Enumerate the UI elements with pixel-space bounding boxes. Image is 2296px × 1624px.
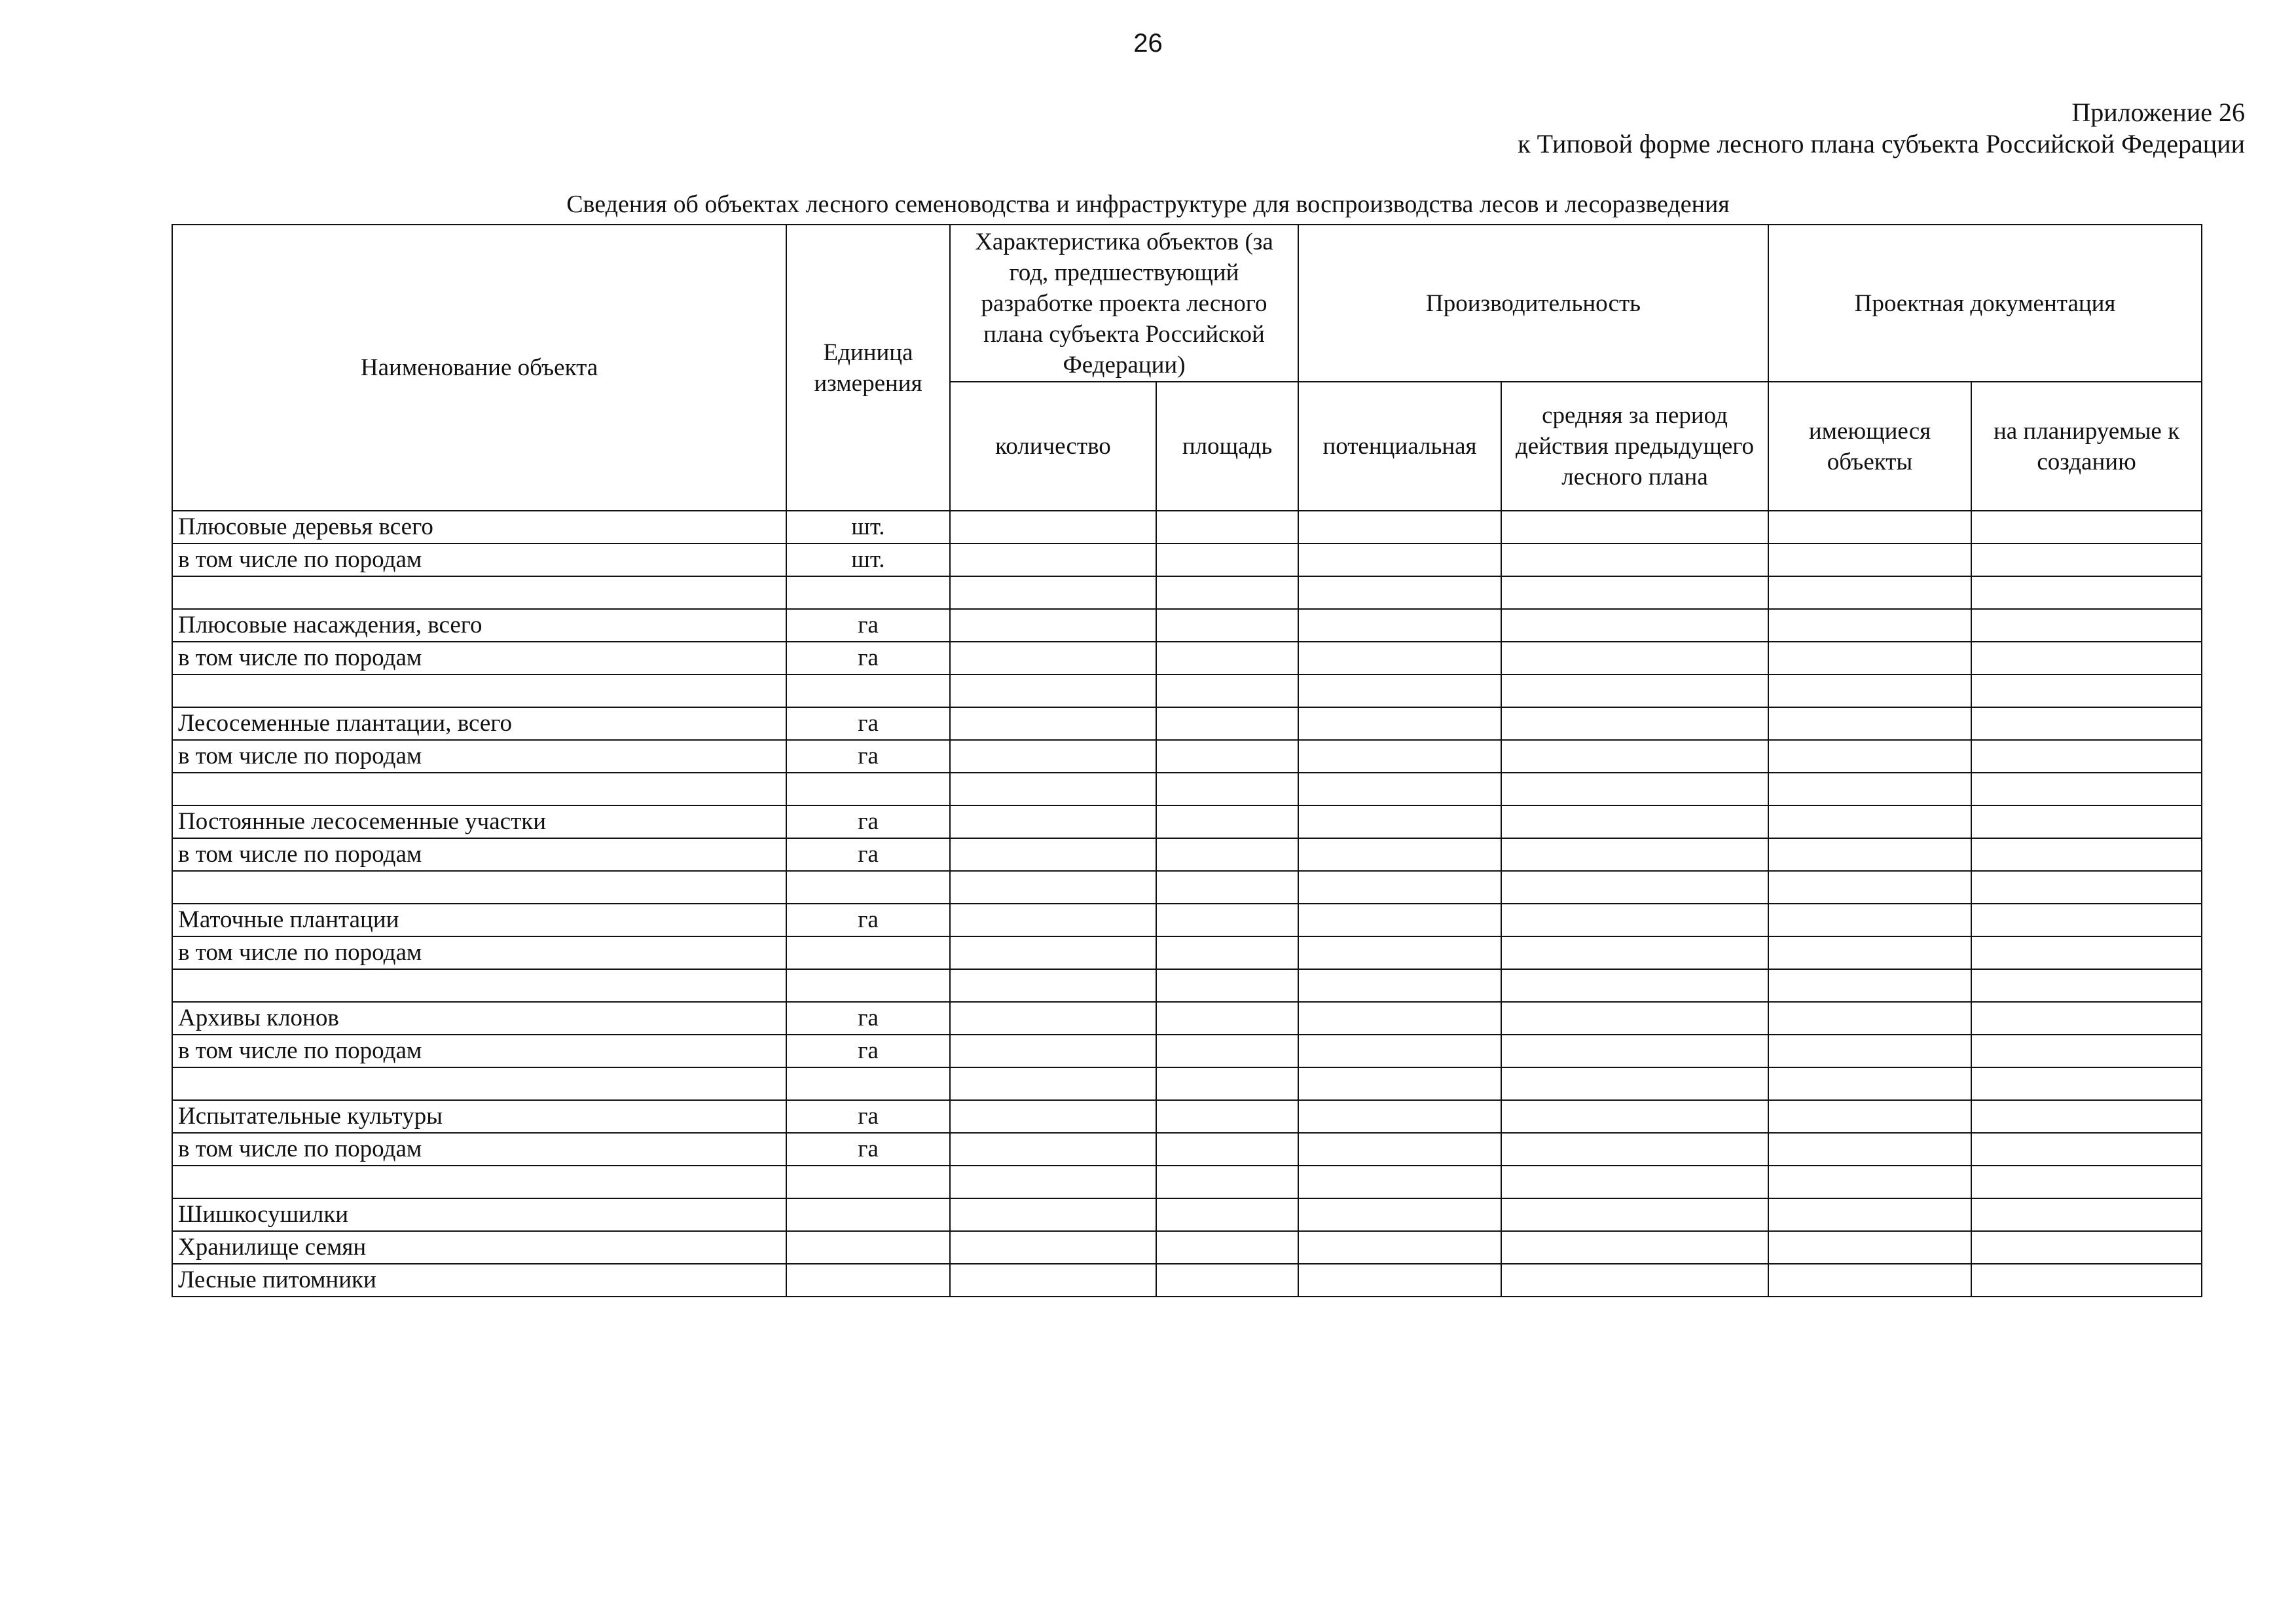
empty-cell: [1768, 1231, 1971, 1264]
empty-cell: [1971, 511, 2202, 544]
table-row: [172, 1166, 2202, 1198]
empty-cell: [1501, 838, 1768, 871]
row-unit: га: [786, 1035, 950, 1067]
header-design-docs: Проектная документация: [1768, 225, 2202, 382]
table-row: [172, 544, 2202, 576]
empty-cell: [1971, 1100, 2202, 1133]
empty-cell: [1156, 707, 1298, 740]
row-object-name: в том числе по породам: [172, 1035, 786, 1067]
empty-cell: [1971, 544, 2202, 576]
empty-cell: [1298, 904, 1501, 936]
empty-cell: [1156, 1100, 1298, 1133]
row-object-name: Постоянные лесосеменные участки: [172, 805, 786, 838]
row-unit: га: [786, 740, 950, 773]
row-unit: шт.: [786, 544, 950, 576]
empty-cell: [1156, 576, 1298, 609]
empty-cell: [1971, 609, 2202, 642]
empty-cell: [1156, 969, 1298, 1002]
empty-cell: [1768, 740, 1971, 773]
empty-cell: [1501, 805, 1768, 838]
empty-cell: [1971, 1231, 2202, 1264]
forest-seed-objects-table: [172, 224, 2202, 1297]
empty-cell: [950, 674, 1156, 707]
empty-cell: [1971, 871, 2202, 904]
header-area: площадь: [1156, 382, 1298, 511]
row-unit: га: [786, 805, 950, 838]
appendix-line-1: Приложение 26: [2071, 98, 2245, 127]
empty-cell: [950, 511, 1156, 544]
empty-cell: [1768, 1002, 1971, 1035]
table-row: [172, 642, 2202, 674]
empty-cell: [1156, 1231, 1298, 1264]
row-unit: [786, 773, 950, 805]
empty-cell: [1298, 576, 1501, 609]
empty-cell: [1768, 544, 1971, 576]
row-object-name: в том числе по породам: [172, 936, 786, 969]
row-unit: шт.: [786, 511, 950, 544]
empty-cell: [1156, 838, 1298, 871]
empty-cell: [1768, 1264, 1971, 1297]
empty-cell: [1501, 1100, 1768, 1133]
empty-cell: [1156, 1198, 1298, 1231]
empty-cell: [1298, 1100, 1501, 1133]
empty-cell: [950, 1067, 1156, 1100]
appendix-note: [1518, 97, 2245, 160]
row-object-name: Лесосеменные плантации, всего: [172, 707, 786, 740]
row-object-name: в том числе по породам: [172, 544, 786, 576]
empty-cell: [1298, 1166, 1501, 1198]
table-row: [172, 1198, 2202, 1231]
empty-cell: [1768, 773, 1971, 805]
empty-cell: [1971, 1264, 2202, 1297]
empty-cell: [950, 969, 1156, 1002]
empty-cell: [1768, 576, 1971, 609]
empty-cell: [950, 1166, 1156, 1198]
table-row: [172, 838, 2202, 871]
empty-cell: [950, 1198, 1156, 1231]
row-object-name: в том числе по породам: [172, 740, 786, 773]
header-object-name: Наименование объекта: [172, 225, 786, 511]
empty-cell: [1156, 674, 1298, 707]
empty-cell: [1971, 969, 2202, 1002]
empty-cell: [1156, 805, 1298, 838]
empty-cell: [1156, 936, 1298, 969]
empty-cell: [1768, 642, 1971, 674]
header-characteristics: Характеристика объектов (за год, предшествующий разработке проекта лесного плана субъекта Российской Федерации): [950, 225, 1298, 382]
empty-cell: [950, 1035, 1156, 1067]
row-unit: [786, 674, 950, 707]
empty-cell: [1501, 707, 1768, 740]
table-row: [172, 1067, 2202, 1100]
header-existing: имеющиеся объекты: [1768, 382, 1971, 511]
empty-cell: [1156, 773, 1298, 805]
header-planned: на планируемые к созданию: [1971, 382, 2202, 511]
table-row: [172, 511, 2202, 544]
empty-cell: [1501, 773, 1768, 805]
empty-cell: [950, 904, 1156, 936]
table-row: [172, 904, 2202, 936]
empty-cell: [1298, 707, 1501, 740]
empty-cell: [1501, 871, 1768, 904]
row-unit: га: [786, 642, 950, 674]
row-object-name: [172, 773, 786, 805]
empty-cell: [1501, 936, 1768, 969]
empty-cell: [950, 936, 1156, 969]
row-unit: [786, 576, 950, 609]
empty-cell: [1298, 805, 1501, 838]
empty-cell: [1768, 674, 1971, 707]
empty-cell: [1298, 1035, 1501, 1067]
row-object-name: Лесные питомники: [172, 1264, 786, 1297]
empty-cell: [1501, 576, 1768, 609]
empty-cell: [1768, 1133, 1971, 1166]
empty-cell: [950, 838, 1156, 871]
empty-cell: [1501, 1264, 1768, 1297]
row-unit: га: [786, 1133, 950, 1166]
empty-cell: [1971, 1002, 2202, 1035]
empty-cell: [1298, 1067, 1501, 1100]
empty-cell: [1768, 1198, 1971, 1231]
empty-cell: [1768, 871, 1971, 904]
empty-cell: [1156, 511, 1298, 544]
table-row: [172, 1133, 2202, 1166]
empty-cell: [1768, 1067, 1971, 1100]
table-row: [172, 674, 2202, 707]
empty-cell: [1768, 969, 1971, 1002]
empty-cell: [1768, 904, 1971, 936]
empty-cell: [1768, 805, 1971, 838]
empty-cell: [1298, 674, 1501, 707]
table-row: [172, 773, 2202, 805]
empty-cell: [1501, 511, 1768, 544]
empty-cell: [1298, 511, 1501, 544]
empty-cell: [950, 544, 1156, 576]
empty-cell: [950, 1231, 1156, 1264]
header-potential: потенциальная: [1298, 382, 1501, 511]
row-object-name: в том числе по породам: [172, 1133, 786, 1166]
table-row: [172, 1100, 2202, 1133]
row-unit: [786, 1067, 950, 1100]
table-row: [172, 871, 2202, 904]
empty-cell: [1501, 609, 1768, 642]
empty-cell: [1971, 1067, 2202, 1100]
empty-cell: [1768, 838, 1971, 871]
empty-cell: [1971, 838, 2202, 871]
table-row: [172, 1264, 2202, 1297]
row-object-name: Хранилище семян: [172, 1231, 786, 1264]
empty-cell: [1156, 544, 1298, 576]
empty-cell: [1501, 1067, 1768, 1100]
empty-cell: [1298, 871, 1501, 904]
empty-cell: [1298, 1264, 1501, 1297]
empty-cell: [1768, 936, 1971, 969]
empty-cell: [1768, 707, 1971, 740]
row-object-name: Маточные плантации: [172, 904, 786, 936]
row-object-name: Плюсовые насаждения, всего: [172, 609, 786, 642]
empty-cell: [1768, 1100, 1971, 1133]
empty-cell: [1298, 936, 1501, 969]
table-row: [172, 1231, 2202, 1264]
table-row: [172, 576, 2202, 609]
empty-cell: [1298, 773, 1501, 805]
table-row: [172, 936, 2202, 969]
empty-cell: [1501, 1166, 1768, 1198]
row-object-name: [172, 969, 786, 1002]
empty-cell: [1298, 1231, 1501, 1264]
row-object-name: Архивы клонов: [172, 1002, 786, 1035]
row-unit: га: [786, 1100, 950, 1133]
empty-cell: [1971, 707, 2202, 740]
empty-cell: [1971, 642, 2202, 674]
row-unit: [786, 1166, 950, 1198]
empty-cell: [1768, 1166, 1971, 1198]
empty-cell: [1501, 1035, 1768, 1067]
table-row: [172, 805, 2202, 838]
row-unit: га: [786, 707, 950, 740]
empty-cell: [1501, 1002, 1768, 1035]
row-object-name: [172, 674, 786, 707]
empty-cell: [1156, 1166, 1298, 1198]
empty-cell: [1768, 511, 1971, 544]
row-object-name: Шишкосушилки: [172, 1198, 786, 1231]
row-object-name: [172, 1166, 786, 1198]
empty-cell: [1971, 1133, 2202, 1166]
empty-cell: [950, 1264, 1156, 1297]
header-productivity: Производительность: [1298, 225, 1768, 382]
empty-cell: [950, 740, 1156, 773]
table-row: [172, 1035, 2202, 1067]
document-title: Сведения об объектах лесного семеноводства и инфраструктуре для воспроизводства лесов и лесоразведения: [566, 191, 1730, 218]
empty-cell: [1298, 838, 1501, 871]
empty-cell: [1298, 1198, 1501, 1231]
empty-cell: [1971, 805, 2202, 838]
empty-cell: [1501, 674, 1768, 707]
empty-cell: [1156, 871, 1298, 904]
empty-cell: [950, 1100, 1156, 1133]
row-unit: га: [786, 838, 950, 871]
empty-cell: [950, 1002, 1156, 1035]
empty-cell: [1971, 576, 2202, 609]
row-unit: га: [786, 1002, 950, 1035]
empty-cell: [1768, 609, 1971, 642]
empty-cell: [1501, 642, 1768, 674]
empty-cell: [1501, 1198, 1768, 1231]
header-unit: Единица измерения: [786, 225, 950, 511]
empty-cell: [1501, 1231, 1768, 1264]
empty-cell: [1501, 740, 1768, 773]
empty-cell: [950, 609, 1156, 642]
empty-cell: [1501, 904, 1768, 936]
empty-cell: [950, 707, 1156, 740]
table-row: [172, 707, 2202, 740]
row-unit: [786, 1198, 950, 1231]
empty-cell: [1156, 609, 1298, 642]
empty-cell: [1298, 969, 1501, 1002]
empty-cell: [1501, 544, 1768, 576]
row-unit: [786, 1264, 950, 1297]
row-unit: [786, 969, 950, 1002]
row-object-name: Испытательные культуры: [172, 1100, 786, 1133]
row-unit: [786, 1231, 950, 1264]
empty-cell: [1971, 904, 2202, 936]
empty-cell: [1156, 1133, 1298, 1166]
table-row: [172, 969, 2202, 1002]
row-object-name: [172, 871, 786, 904]
page-number: 26: [1133, 29, 1163, 58]
empty-cell: [1971, 773, 2202, 805]
empty-cell: [950, 1133, 1156, 1166]
row-unit: [786, 936, 950, 969]
empty-cell: [1156, 904, 1298, 936]
row-unit: га: [786, 904, 950, 936]
empty-cell: [1971, 740, 2202, 773]
header-average: средняя за период действия предыдущего лесного плана: [1501, 382, 1768, 511]
empty-cell: [1971, 1166, 2202, 1198]
empty-cell: [1156, 642, 1298, 674]
empty-cell: [1501, 1133, 1768, 1166]
empty-cell: [950, 805, 1156, 838]
empty-cell: [950, 773, 1156, 805]
row-object-name: в том числе по породам: [172, 642, 786, 674]
row-unit: [786, 871, 950, 904]
empty-cell: [1156, 1002, 1298, 1035]
row-object-name: [172, 1067, 786, 1100]
empty-cell: [1156, 740, 1298, 773]
empty-cell: [1156, 1264, 1298, 1297]
empty-cell: [1298, 1002, 1501, 1035]
empty-cell: [1768, 1035, 1971, 1067]
empty-cell: [1298, 1133, 1501, 1166]
empty-cell: [1501, 969, 1768, 1002]
empty-cell: [1971, 1198, 2202, 1231]
empty-cell: [1971, 1035, 2202, 1067]
row-object-name: [172, 576, 786, 609]
empty-cell: [1298, 740, 1501, 773]
header-quantity: количество: [950, 382, 1156, 511]
empty-cell: [950, 871, 1156, 904]
empty-cell: [1156, 1035, 1298, 1067]
empty-cell: [950, 576, 1156, 609]
row-unit: га: [786, 609, 950, 642]
appendix-line-2: к Типовой форме лесного плана субъекта Российской Федерации: [1518, 129, 2245, 158]
empty-cell: [1298, 544, 1501, 576]
table-row: [172, 609, 2202, 642]
empty-cell: [1298, 609, 1501, 642]
row-object-name: Плюсовые деревья всего: [172, 511, 786, 544]
row-object-name: в том числе по породам: [172, 838, 786, 871]
empty-cell: [1156, 1067, 1298, 1100]
table-body: [172, 511, 2202, 1297]
empty-cell: [1971, 936, 2202, 969]
empty-cell: [1298, 642, 1501, 674]
table-row: [172, 1002, 2202, 1035]
empty-cell: [950, 642, 1156, 674]
table-row: [172, 740, 2202, 773]
empty-cell: [1971, 674, 2202, 707]
